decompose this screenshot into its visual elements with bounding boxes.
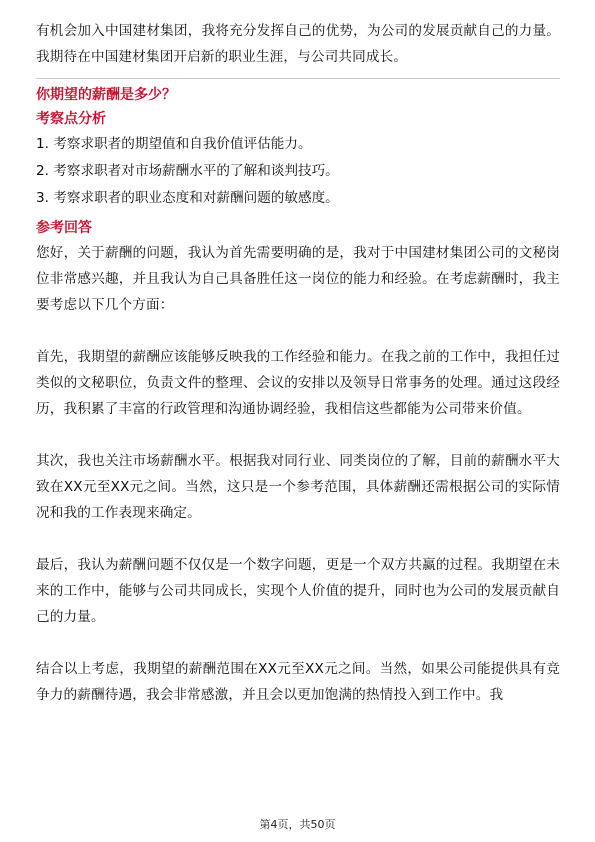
analysis-heading: 考察点分析 <box>36 111 106 127</box>
answer-paragraph-1: 您好，关于薪酬的问题，我认为首先需要明确的是，我对于中国建材集团公司的文秘岗位非常感兴趣，并且我认为自己具备胜任这一岗位的能力和经验。在考虑薪酬时，我主要考虑以下几个方面： <box>36 245 560 313</box>
answer-paragraph-5: 结合以上考虑，我期望的薪酬范围在XX元至XX元之间。当然，如果公司能提供具有竞争力的薪酬待遇，我会非常感激，并且会以更加饱满的热情投入到工作中。我 <box>36 661 560 703</box>
section-divider <box>36 78 560 79</box>
answer-paragraph-3: 其次，我也关注市场薪酬水平。根据我对同行业、同类岗位的了解，目前的薪酬水平大致在XX元至XX元之间。当然，这只是一个参考范围，具体薪酬还需根据公司的实际情况和我的工作表现来确定。 <box>36 453 560 521</box>
paragraph-gap <box>36 318 560 344</box>
question-title: 你期望的薪酬是多少？ <box>36 87 176 103</box>
analysis-item-3: 3. 考察求职者的职业态度和对薪酬问题的敏感度。 <box>36 190 339 206</box>
answer-paragraph-2: 首先，我期望的薪酬应该能够反映我的工作经验和能力。在我之前的工作中，我担任过类似的文秘职位，负责文件的整理、会议的安排以及领导日常事务的处理。通过这段经历，我积累了丰富的行政管理和沟通协调经验，我相信这些都能为公司带来价值。 <box>36 349 560 417</box>
paragraph-gap <box>36 630 560 656</box>
page-footer: 第4页，共50页 <box>259 818 336 831</box>
analysis-item-1: 1. 考察求职者的期望值和自我价值评估能力。 <box>36 136 312 152</box>
intro-paragraph: 有机会加入中国建材集团，我将充分发挥自己的优势，为公司的发展贡献自己的力量。我期待在中国建材集团开启新的职业生涯，与公司共同成长。 <box>36 23 560 65</box>
analysis-item-2: 2. 考察求职者对市场薪酬水平的了解和谈判技巧。 <box>36 163 339 179</box>
page-content <box>36 18 560 708</box>
answer-paragraph-4: 最后，我认为薪酬问题不仅仅是一个数字问题，更是一个双方共赢的过程。我期望在未来的工作中，能够与公司共同成长，实现个人价值的提升，同时也为公司的发展贡献自己的力量。 <box>36 557 560 625</box>
paragraph-gap <box>36 422 560 448</box>
paragraph-gap <box>36 526 560 552</box>
answer-heading: 参考回答 <box>36 220 92 236</box>
analysis-list <box>36 131 560 212</box>
